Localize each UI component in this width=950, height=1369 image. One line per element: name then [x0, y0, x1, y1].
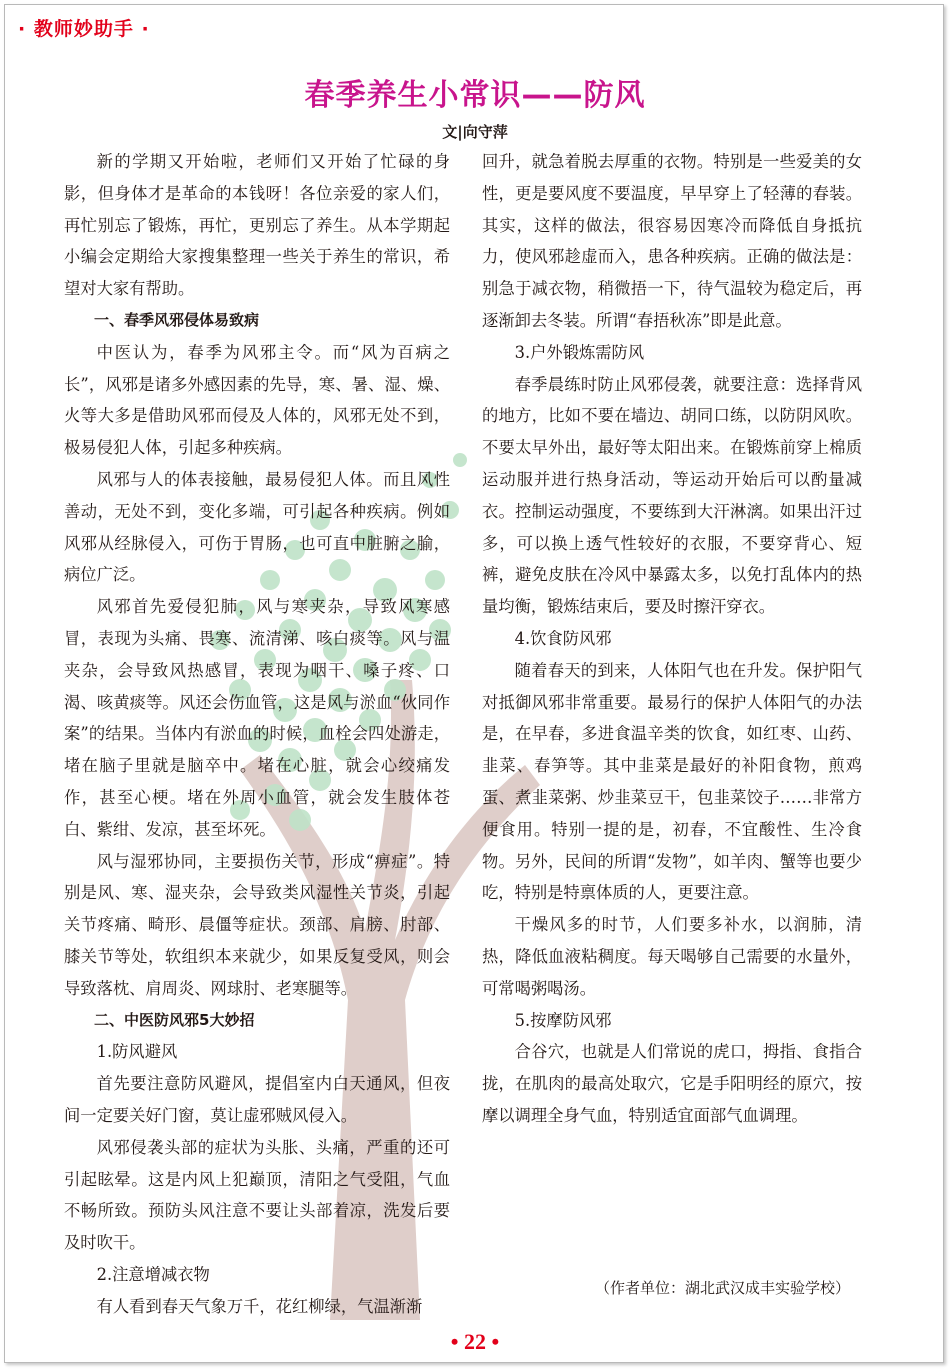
paragraph-continued: 回升，就急着脱去厚重的衣物。特别是一些爱美的女性，更是要风度不要温度，早早穿上了轻薄的春装。其实，这样的做法，很容易因寒冷而降低自身抵抗力，使风邪趁虚而入，患各种疾病。正确的做法是：别急于减衣物，稍微捂一下，待气温较为稳定后，再逐渐卸去冬装。所谓“春捂秋冻”即是此意。 — [482, 152, 862, 330]
article-title: 春季养生小常识——防风 — [304, 78, 646, 113]
subsection-heading: 2.注意增减衣物 — [96, 1264, 210, 1284]
subsection-heading: 5.按摩防风邪 — [514, 1010, 612, 1030]
paragraph: 风与湿邪协同，主要损伤关节，形成“痹症”。特别是风、寒、湿夹杂，会导致类风湿性关节炎，引起关节疼痛、畸形、晨僵等症状。颈部、肩膀、肘部、膝关节等处，软组织本来就少，如果反复受风，则会导致落枕、肩周炎、网球肘、老寒腿等。 — [64, 851, 450, 998]
left-column — [64, 146, 450, 1322]
paragraph: 风邪与人的体表接触，最易侵犯人体。而且风性善动，无处不到，变化多端，可引起各种疾病。例如风邪从经脉侵入，可伤于胃肠，也可直中脏腑之腧，病位广泛。 — [64, 469, 450, 585]
paragraph: 干燥风多的时节，人们要多补水，以润肺，清热，降低血液粘稠度。每天喝够自己需要的水量外，可常喝粥喝汤。 — [482, 915, 862, 998]
author-affiliation: （作者单位：湖北武汉成丰实验学校） — [594, 1279, 850, 1297]
section-heading: 二、中医防风邪5大妙招 — [94, 1010, 255, 1029]
paragraph: 风邪侵袭头部的症状为头胀、头痛，严重的还可引起眩晕。这是内风上犯巅顶，清阳之气受阻，气血不畅所致。预防头风注意不要让头部着凉，洗发后要及时吹干。 — [64, 1137, 450, 1253]
paragraph: 新的学期又开始啦，老师们又开始了忙碌的身影，但身体才是革命的本钱呀！各位亲爱的家人们，再忙别忘了锻炼，再忙，更别忘了养生。从本学期起小编会定期给大家搜集整理一些关于养生的常识，希望对大家有帮助。 — [64, 152, 450, 299]
right-column — [482, 146, 862, 1132]
paragraph: 随着春天的到来，人体阳气也在升发。保护阳气对抵御风邪非常重要。最易行的保护人体阳气的办法是，在早春，多进食温辛类的饮食，如红枣、山药、韭菜、春笋等。其中韭菜是最好的补阳食物，煎鸡蛋、煮韭菜粥、炒韭菜豆干，包韭菜饺子……非常方便食用。特别一提的是，初春，不宜酸性、生冷食物。另外，民间的所谓“发物”，如羊肉、蟹等也要少吃，特别是特禀体质的人，更要注意。 — [482, 660, 862, 903]
paragraph: 风邪首先爱侵犯肺，风与寒夹杂，导致风寒感冒，表现为头痛、畏寒、流清涕、咳白痰等。风与温夹杂，会导致风热感冒，表现为咽干、嗓子疼、口渴、咳黄痰等。风还会伤血管，这是风与淤血“伙同作案”的结果。当体内有淤血的时候，血栓会四处游走，堵在脑子里就是脑卒中。堵在心脏，就会心绞痛发作，甚至心梗。堵在外周小血管，就会发生肢体苍白、紫绀、发凉，甚至坏死。 — [64, 597, 450, 839]
paragraph: 有人看到春天气象万千，花红柳绿，气温渐渐 — [96, 1296, 423, 1316]
paragraph: 合谷穴，也就是人们常说的虎口，拇指、食指合拢，在肌肉的最高处取穴，它是手阳明经的原穴，按摩以调理全身气血，特别适宜面部气血调理。 — [482, 1042, 862, 1125]
column-header-label: · 教师妙助手 · — [18, 18, 150, 40]
subsection-heading: 3.户外锻炼需防风 — [514, 342, 645, 362]
paragraph: 春季晨练时防止风邪侵袭，就要注意：选择背风的地方，比如不要在墙边、胡同口练，以防阴风吹。不要太早外出，最好等太阳出来。在锻炼前穿上棉质运动服并进行热身活动，等运动开始后可以酌量减衣。控制运动强度，不要练到大汗淋漓。如果出汗过多，可以换上透气性较好的衣服，不要穿背心、短裤，避免皮肤在冷风中暴露太多，以免打乱体内的热量均衡，锻炼结束后，要及时擦汗穿衣。 — [482, 374, 862, 617]
article-byline: 文|向守萍 — [442, 123, 508, 141]
page-number: • 22 • — [450, 1329, 500, 1354]
subsection-heading: 4.饮食防风邪 — [514, 628, 612, 648]
paragraph: 首先要注意防风避风，提倡室内白天通风，但夜间一定要关好门窗，莫让虚邪贼风侵入。 — [64, 1074, 450, 1125]
subsection-heading: 1.防风避风 — [96, 1042, 178, 1062]
paragraph: 中医认为，春季为风邪主令。而“风为百病之长”，风邪是诸多外感因素的先导，寒、暑、湿、燥、火等大多是借助风邪而侵及人体的，风邪无处不到，极易侵犯人体，引起多种疾病。 — [64, 342, 450, 458]
section-heading: 一、春季风邪侵体易致病 — [94, 310, 260, 329]
